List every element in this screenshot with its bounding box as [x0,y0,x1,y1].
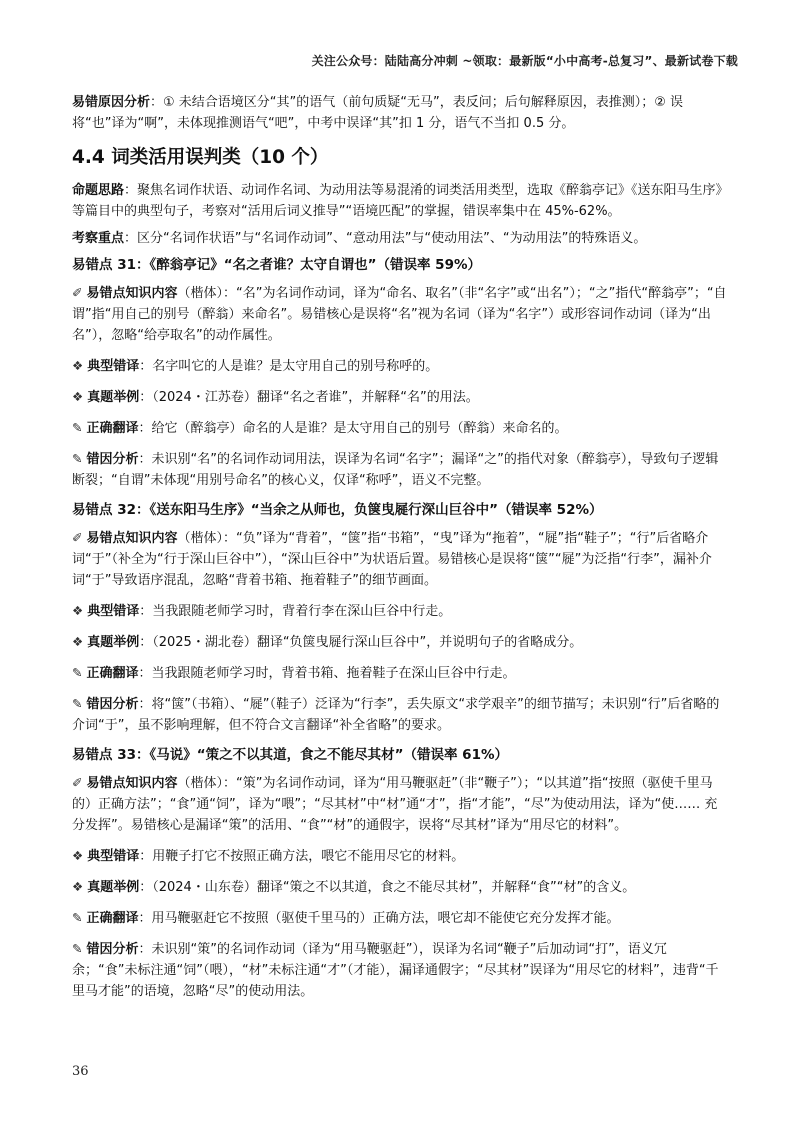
focus-label: 考察重点 [72,231,125,246]
pen-icon: ✎ [72,696,83,711]
intro-text: ：① 未结合语境区分“其”的语气（前句质疑“无马”，表反问；后句解释原因，表推测）；② 误将“也”译为“啊”，未体现推测语气“吧”，中考中误译“其”扣 1 分，语气不当扣 0.5 分。 [72,95,684,131]
page-header: 关注公众号：陆陆高分冲刺 ~领取：最新版“小中高考-总复习”、最新试卷下载 [311,54,738,68]
correct-translation-item [72,662,728,684]
item-text: ：给它（醉翁亭）命名的人是谁？是太守用自己的别号（醉翁）来命名的。 [138,421,568,436]
exam-example-item [72,386,728,408]
focus-text: ：区分“名词作状语”与“名词作动词”、“意动用法”与“使动用法”、“为动用法”的特殊语义。 [124,231,647,246]
exam-example-item [72,876,728,898]
item-text: ：未识别“名”的名词作动词用法，误译为名词“名字”；漏译“之”的指代对象（醉翁亭），导致句子逻辑断裂；“自谓”未体现“用别号命名”的核心义，仅译“称呼”，语义不完整。 [72,452,719,488]
diamond-icon: ❖ [72,389,84,404]
error-point-title: 易错点 31：《醉翁亭记》“名之者谁？太守自谓也”（错误率 59%） [72,257,481,273]
item-text: ：未识别“策”的名词作动词（译为“用马鞭驱赶”），误译为名词“鞭子”后加动词“打”，语义冗余；“食”未标注通“饲”（喂），“材”未标注通“才”（才能），漏译通假字；“尽其材”误译为“用尽它的材料”，违背“千里马才能”的语境，忽略“尽”的使动用法。 [72,942,719,999]
item-label: 真题举例 [87,390,140,405]
pen-icon: ✎ [72,420,83,435]
item-label: 真题举例 [87,635,140,650]
item-label: 错因分析 [86,697,139,712]
item-label: 易错点知识内容 [86,776,178,791]
item-text: ：名字叫它的人是谁？是太守用自己的别号称呼的。 [139,359,439,374]
pen-icon: ✎ [72,665,83,680]
error-analysis-item [72,938,728,1002]
pencil-icon: ✐ [72,775,83,790]
pencil-icon: ✐ [72,530,83,545]
error-point-title: 易错点 33：《马说》“策之不以其道，食之不能尽其材”（错误率 61%） [72,747,508,763]
item-text: ：（2024・山东卷）翻译“策之不以其道，食之不能尽其材”，并解释“食”“材”的含义。 [139,880,636,895]
item-label: 易错点知识内容 [86,531,178,546]
typical-error-item [72,355,728,377]
item-label: 错因分析 [86,452,139,467]
approach-label: 命题思路 [72,183,125,198]
item-text: ：将“箧”（书箱）、“屣”（鞋子）泛译为“行李”，丢失原文“求学艰辛”的细节描写；未识别“行”后省略的介词“于”，虽不影响理解，但不符合文言翻译“补全省略”的要求。 [72,697,720,733]
knowledge-item [72,282,728,346]
item-text: （楷体）：“策”为名词作动词，译为“用马鞭驱赶”（非“鞭子”）；“以其道”指“按照（驱使千里马的）正确方法”；“食”通“饲”，译为“喂”；“尽其材”中“材”通“才”，指“才能”，“尽”为使动用法，译为“使…… 充分发挥”。易错核心是漏译“策”的活用、“食”“材”的通假字，误将“尽其材”译为“用尽它的材料”。 [72,776,718,833]
item-text: ：当我跟随老师学习时，背着行李在深山巨谷中行走。 [139,604,452,619]
knowledge-item [72,772,728,836]
pen-icon: ✎ [72,941,83,956]
page-number: 36 [72,1064,89,1079]
item-label: 真题举例 [87,880,140,895]
correct-translation-item [72,417,728,439]
item-label: 正确翻译 [86,421,139,436]
exam-example-item [72,631,728,653]
item-label: 正确翻译 [86,666,139,681]
diamond-icon: ❖ [72,634,84,649]
section-heading: 4.4 词类活用误判类（10 个） [72,147,329,168]
item-text: ：（2024・江苏卷）翻译“名之者谁”，并解释“名”的用法。 [139,390,479,405]
pen-icon: ✎ [72,910,83,925]
typical-error-item [72,600,728,622]
item-text: ：当我跟随老师学习时，背着书箱、拖着鞋子在深山巨谷中行走。 [138,666,516,681]
pencil-icon: ✐ [72,285,83,300]
error-point-title: 易错点 32：《送东阳马生序》“当余之从师也，负箧曳屣行深山巨谷中”（错误率 52%） [72,502,603,518]
focus-paragraph [72,228,728,249]
correct-translation-item [72,907,728,929]
typical-error-item [72,845,728,867]
diamond-icon: ❖ [72,358,84,373]
diamond-icon: ❖ [72,879,84,894]
item-label: 典型错译 [87,359,140,374]
document-body [72,92,728,1011]
approach-text: ：聚焦名词作状语、动词作名词、为动用法等易混淆的词类活用类型，选取《醉翁亭记》《送东阳马生序》等篇目中的典型句子，考察对“活用后词义推导”“语境匹配”的掌握，错误率集中在 45%-62%。 [72,183,723,219]
item-label: 错因分析 [86,942,139,957]
item-text: （楷体）：“负”译为“背着”，“箧”指“书箱”，“曳”译为“拖着”，“屣”指“鞋子”；“行”后省略介词“于”（补全为“行于深山巨谷中”），“深山巨谷中”为状语后置。易错核心是误将“箧”“屣”为泛指“行李”，漏补介词“于”导致语序混乱，忽略“背着书箱、拖着鞋子”的细节画面。 [72,531,712,588]
intro-label: 易错原因分析 [72,95,151,110]
diamond-icon: ❖ [72,848,84,863]
item-label: 正确翻译 [86,911,139,926]
diamond-icon: ❖ [72,603,84,618]
item-text: ：（2025・湖北卷）翻译“负箧曳屣行深山巨谷中”，并说明句子的省略成分。 [139,635,583,650]
item-text: ：用鞭子打它不按照正确方法，喂它不能用尽它的材料。 [139,849,465,864]
approach-paragraph [72,180,728,222]
item-text: （楷体）：“名”为名词作动词，译为“命名、取名”（非“名字”或“出名”）；“之”指代“醉翁亭”；“自谓”指“用自己的别号（醉翁）来命名”。易错核心是误将“名”视为名词（译为“名字”）或形容词作动词（译为“出名”），忽略“给亭取名”的动作属性。 [72,286,727,343]
item-label: 典型错译 [87,849,140,864]
item-label: 易错点知识内容 [86,286,178,301]
item-text: ：用马鞭驱赶它不按照（驱使千里马的）正确方法，喂它却不能使它充分发挥才能。 [138,911,620,926]
intro-paragraph [72,92,728,134]
error-analysis-item [72,448,728,491]
item-label: 典型错译 [87,604,140,619]
knowledge-item [72,527,728,591]
error-analysis-item [72,693,728,736]
pen-icon: ✎ [72,451,83,466]
